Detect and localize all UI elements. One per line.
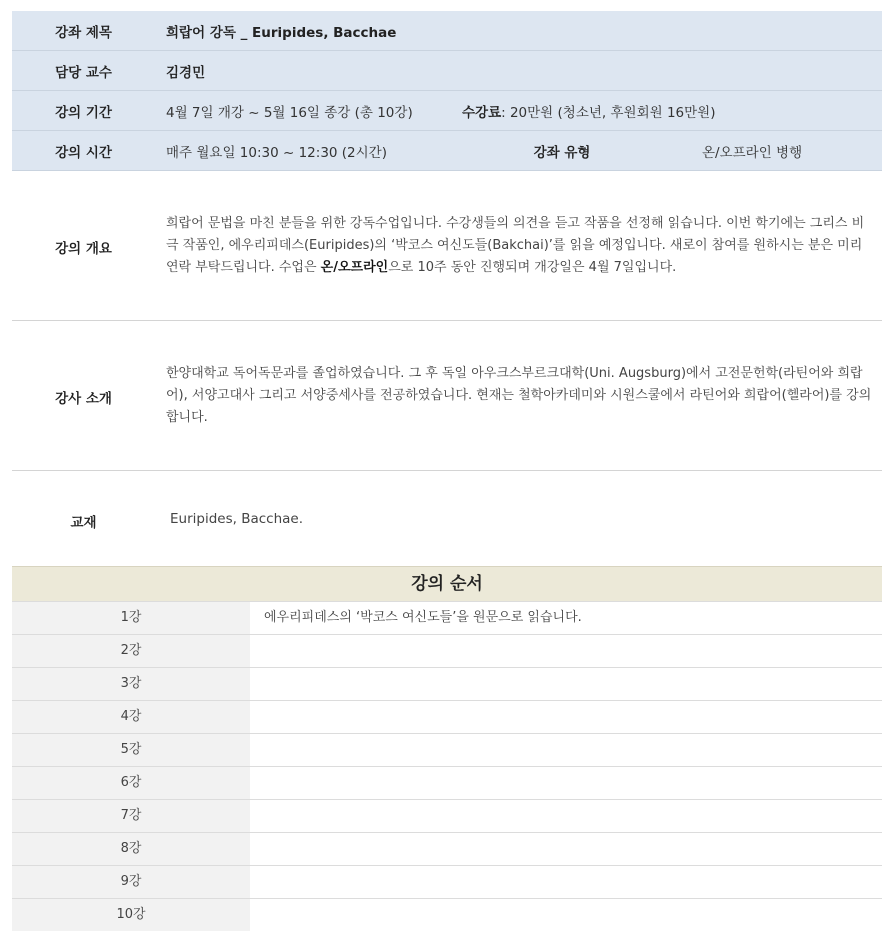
table-row xyxy=(12,898,882,931)
lesson-description xyxy=(250,767,882,799)
lesson-description xyxy=(250,734,882,766)
lesson-description xyxy=(250,899,882,931)
time-label: 강의 시간 xyxy=(55,144,112,161)
schedule-title: 강의 순서 xyxy=(12,566,882,601)
professor-name: 김경민 xyxy=(166,64,206,81)
time-row xyxy=(12,131,882,171)
textbook-label: 교재 xyxy=(70,515,97,531)
lesson-number: 6강 xyxy=(12,767,250,799)
course-title-row xyxy=(12,11,882,51)
table-row xyxy=(12,700,882,733)
lesson-number: 1강 xyxy=(12,602,250,634)
overview-text-part2: 으로 10주 동안 진행되며 개강일은 4월 7일입니다. xyxy=(388,260,677,275)
overview-emphasis: 온/오프라인 xyxy=(320,260,389,275)
table-row xyxy=(12,832,882,865)
lesson-number: 9강 xyxy=(12,866,250,898)
lesson-description xyxy=(250,800,882,832)
lesson-number: 2강 xyxy=(12,635,250,667)
instructor-text: 한양대학교 독어독문과를 졸업하였습니다. 그 후 독일 아우크스부르크대학(Uni. Augsburg)에서 고전문헌학(라틴어와 희랍어), 서양고대사 그리고 서양중세사를 전공하였습니다. 현재는 철학아카데미와 시원스쿨에서 라틴어와 희랍어(헬라어)를 강의합니다. xyxy=(166,366,872,425)
table-row xyxy=(12,799,882,832)
lesson-number: 5강 xyxy=(12,734,250,766)
table-row xyxy=(12,865,882,898)
professor-row xyxy=(12,51,882,91)
instructor-label: 강사 소개 xyxy=(55,391,112,407)
period-value: 4월 7일 개강 ~ 5월 16일 종강 (총 10강) xyxy=(166,104,413,121)
lesson-description xyxy=(250,635,882,667)
period-label: 강의 기간 xyxy=(55,104,112,121)
fee-info xyxy=(462,101,715,121)
lesson-number: 10강 xyxy=(12,899,250,931)
course-title-label: 강좌 제목 xyxy=(55,24,112,41)
course-type-label: 강좌 유형 xyxy=(533,144,591,161)
lesson-description xyxy=(250,668,882,700)
schedule-table xyxy=(12,601,882,931)
lesson-number: 7강 xyxy=(12,800,250,832)
course-title: 희랍어 강독 _ Euripides, Bacchae xyxy=(166,24,397,41)
table-row xyxy=(12,667,882,700)
course-type-value: 온/오프라인 병행 xyxy=(702,144,803,161)
time-value: 매주 월요일 10:30 ~ 12:30 (2시간) xyxy=(166,144,387,161)
overview-text-part1: 희랍어 문법을 마친 분들을 위한 강독수업입니다. 수강생들의 의견을 듣고 작품을 선정해 읽습니다. 이번 학기에는 그리스 비극 작품인, 에우리피데스(Euripides)의 ‘박코스 여신도들(Bakchai)’를 읽을 예정입니다. 새로이 참여를 원하시는 분은 미리 연락 부탁드립니다. 수업은 xyxy=(166,216,865,275)
overview-label: 강의 개요 xyxy=(55,241,112,257)
table-row xyxy=(12,733,882,766)
professor-label: 담당 교수 xyxy=(55,64,112,81)
table-row xyxy=(12,601,882,634)
course-page xyxy=(12,11,882,931)
lesson-number: 3강 xyxy=(12,668,250,700)
table-row xyxy=(12,766,882,799)
textbook-row xyxy=(12,471,882,566)
overview-text xyxy=(166,213,876,279)
fee-label: 수강료 xyxy=(462,104,502,121)
textbook-value: Euripides, Bacchae. xyxy=(170,511,304,527)
fee-value: : 20만원 (청소년, 후원회원 16만원) xyxy=(501,104,716,121)
table-row xyxy=(12,634,882,667)
lesson-description xyxy=(250,833,882,865)
instructor-row xyxy=(12,321,882,471)
lesson-description xyxy=(250,701,882,733)
lesson-number: 4강 xyxy=(12,701,250,733)
lesson-number: 8강 xyxy=(12,833,250,865)
lesson-description: 에우리피데스의 ‘박코스 여신도들’을 원문으로 읽습니다. xyxy=(264,610,582,625)
lesson-description xyxy=(250,866,882,898)
period-row xyxy=(12,91,882,131)
overview-row xyxy=(12,171,882,321)
